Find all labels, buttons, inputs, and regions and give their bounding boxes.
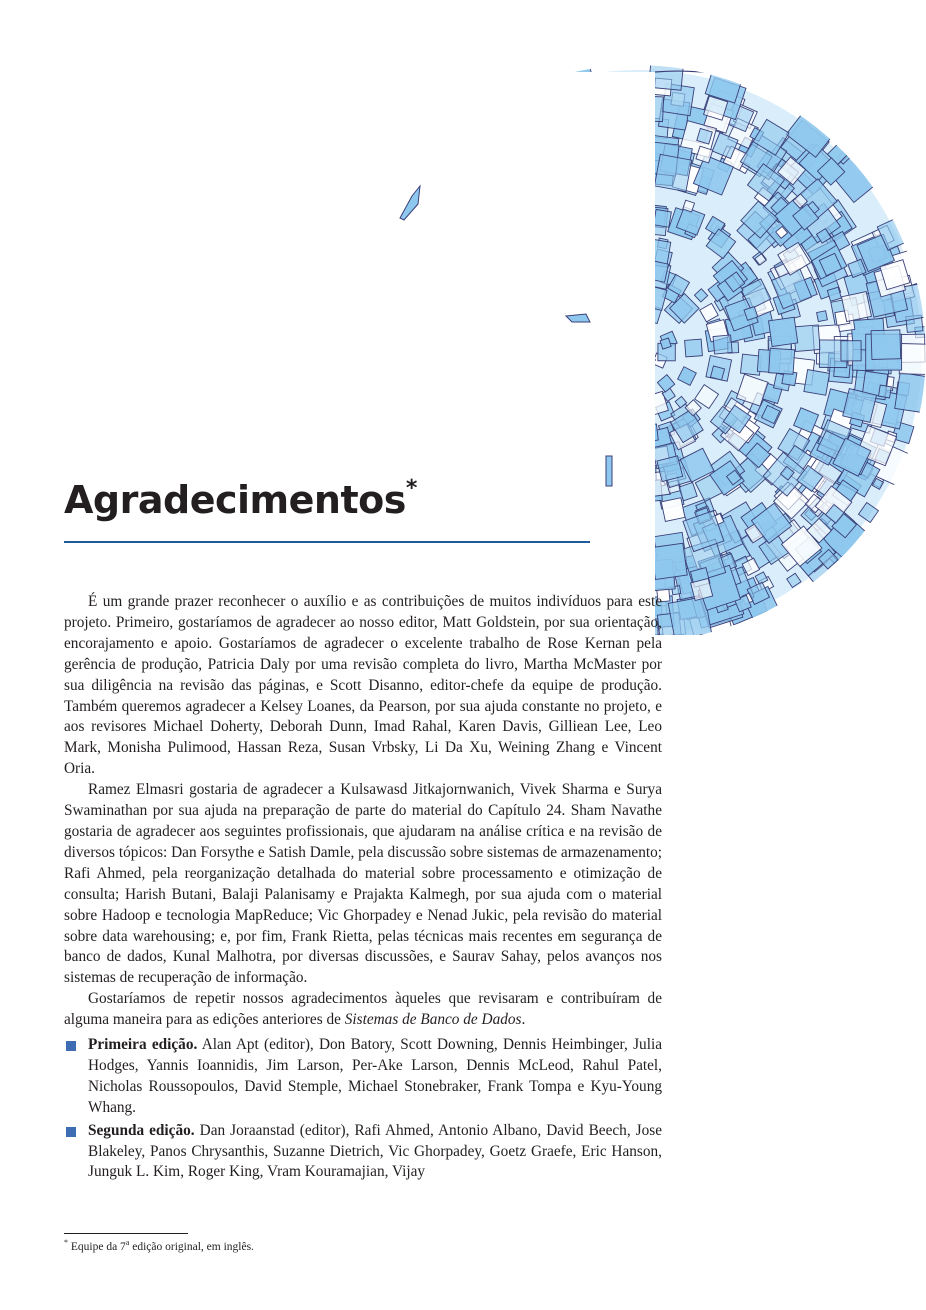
globe-tile [642,478,654,490]
globe-tile [878,385,891,398]
edition-label: Primeira edição. [88,1036,198,1054]
globe-tile [573,118,613,158]
globe-tile [636,275,653,292]
title-footnote-marker: * [405,476,417,502]
globe-tile [646,260,668,282]
globe-tile [590,523,614,547]
globe-tile [614,207,634,227]
edition-label: Segunda edição. [88,1121,195,1139]
globe-tile [612,223,637,248]
globe-tile [794,325,821,352]
globe-tile [604,225,622,243]
footnote-ordinal: a [125,1238,130,1247]
globe-tile [619,221,640,242]
globe-tile [614,467,641,494]
book-title: Sistemas de Banco de Dados [344,1011,522,1029]
globe-tile [629,463,654,488]
globe-fragment [606,456,612,486]
bullet-icon [66,1127,76,1137]
globe-tile [638,547,649,558]
globe-tile [654,154,691,191]
globe-tile [871,330,901,360]
globe-tile [557,62,597,102]
globe-tile [601,128,617,144]
list-item [64,1035,662,1119]
globe-tile [632,414,644,426]
paragraph-end: . [521,1011,526,1029]
globe-tile [661,498,685,522]
globe-tile [617,429,641,453]
paragraph [64,989,662,1031]
globe-tile [603,125,620,142]
globe-tile [713,335,732,354]
footnote-marker: * [64,1238,68,1247]
footnote-text-end: edição original, em inglês. [132,1240,254,1253]
globe-tile [636,357,646,367]
globe-tile [631,386,651,406]
globe-tile [627,323,642,338]
globe-tile [639,351,656,368]
globe-tile [603,146,622,165]
globe-tile [649,55,685,91]
globe-tile [602,533,619,550]
globe-tile [640,174,651,185]
globe-tile [640,447,655,462]
globe-tile [623,431,632,440]
globe-tile [586,94,615,123]
globe-tile [616,515,629,528]
globe-tile [623,98,650,125]
globe-tile [577,137,603,163]
globe-tile [562,80,583,101]
globe-tile [621,196,641,216]
bullet-icon [66,1041,76,1051]
globe-tile [618,274,635,291]
footnote-text: Equipe da 7 [70,1240,126,1253]
body-text [64,592,662,1185]
globe-tile [635,467,657,489]
globe-tile [843,389,877,423]
globe-tile [606,210,626,230]
edition-text: Dan Joraanstad (editor), Rafi Ahmed, Antonio Albano, David Beech, Jose Blakeley, Panos Chrysanthis, Suzanne Dietrich, Vic Ghorpadey, Goetz Graefe, Eric Hanson, Junguk L. Kim, Roger King, Vram Kouramajian, Vijay [88,1121,663,1181]
page-title [64,478,417,522]
globe-tile [615,150,636,171]
globe-tile [710,366,724,380]
globe-tile [577,129,594,146]
globe-tile [654,209,672,227]
globe-tile [611,121,641,151]
globe-tile [593,524,630,561]
globe-tile [630,332,648,350]
globe-tile [638,96,664,122]
globe-tile [616,108,637,129]
globe-tile [614,451,634,471]
globe-tile [769,348,795,374]
globe-tile [622,552,647,577]
globe-tile [640,424,658,442]
globe-tile [644,252,653,261]
globe-tile [638,474,652,488]
globe-tile [596,547,625,576]
footnote [64,1238,254,1253]
footnote-rule [64,1233,188,1234]
globe-tile [632,346,653,367]
globe-tile [691,578,713,600]
globe-tile [641,291,651,301]
globe-tile [580,120,609,149]
globe-tile [600,148,625,173]
title-underline [64,541,590,543]
globe-tile [623,243,634,254]
globe-tile [603,506,617,520]
globe-tile [600,77,639,116]
globe-tile [624,204,649,229]
globe-tile [631,199,647,215]
globe-tile [895,373,926,414]
globe-tile [595,90,608,103]
globe-fragment [566,314,590,322]
globe-tile [633,186,649,202]
edition-text: Alan Apt (editor), Don Batory, Scott Downing, Dennis Heimbinger, Julia Hodges, Yannis Ioannidis, Jim Larson, Per-Ake Larson, Dennis McLeod, Rahul Patel, Nicholas Roussopoulos, David Stemple, Michael Stonebraker, Frank Tompa e Kyu-Young Whang. [88,1036,662,1116]
globe-tile [817,311,828,322]
globe-tile [804,370,830,396]
globe-tile [606,151,633,178]
globe-tile [651,543,687,579]
paragraph: Ramez Elmasri gostaria de agradecer a Kulsawasd Jitkajornwanich, Vivek Sharma e Surya Swaminathan por sua ajuda na preparação de parte do material do Capítulo 24. Sham Navathe gostaria de agradecer aos seguintes profissionais, que ajudaram na análise crítica e na revisão de diversos tópicos: Dan Forsythe e Satish Damle, pela discussão sobre sistemas de armazenamento; Rafi Ahmed, pela reorganização detalhada do material sobre processamento e otimização de consulta; Harish Butani, Balaji Palanisamy e Prajakta Kalmegh, por sua ajuda com o material sobre Hadoop e tecnologia MapReduce; Vic Ghorpadey e Nenad Jukic, pela revisão do material sobre data warehousing; e, por fim, Frank Rietta, pelas técnicas mais recentes em segurança de banco de dados, Kunal Malhotra, por diversas discussões, e Saurav Sahay, pelos avanços nos sistemas de recuperação de informação. [64,781,662,987]
globe-tile [841,341,861,361]
globe-tile [623,267,634,278]
paragraph-text: Gostaríamos de repetir nossos agradecimentos àqueles que revisaram e contribuíram de alguma maneira para as edições anteriores de [64,990,662,1029]
globe-tile [618,98,637,117]
globe-fragment [400,186,420,220]
globe-tile [769,317,798,346]
globe-tile [608,156,633,181]
globe-tile [570,124,601,155]
globe-tile [657,456,683,482]
globe-tile [595,126,631,162]
globe-tile [637,285,651,299]
globe-tile [614,94,641,121]
globe-tile [899,344,926,375]
globe-tile [587,129,618,160]
globe-tile [587,123,621,157]
edition-list [64,1035,662,1183]
title-text: Agradecimentos [64,478,406,522]
globe-tile [641,285,666,310]
globe-tile [593,194,614,215]
globe-tile [841,292,871,322]
globe-tile [594,534,612,552]
list-item [64,1121,662,1184]
globe-tile [606,118,617,129]
globe-tile [631,364,651,384]
paragraph: É um grande prazer reconhecer o auxílio e as contribuições de muitos indivíduos para este projeto. Primeiro, gostaríamos de agradecer ao nosso editor, Matt Goldstein, por sua orientação, encorajamento e apoio. Gostaríamos de agradecer o excelente trabalho de Rose Kernan pela gerência de produção, Patricia Daly por uma revisão completa do livro, Martha McMaster por sua diligência na revisão das páginas, e Scott Disanno, editor-chefe da equipe de produção. Também queremos agradecer a Kelsey Loanes, da Pearson, por sua ajuda constante no projeto, e aos revisores Michael Doherty, Deborah Dunn, Imad Rahal, Karen Davis, Gilliean Lee, Leo Mark, Monisha Pulimood, Hassan Reza, Susan Vrbsky, Li Da Xu, Weining Zhang e Vincent Oria. [64,593,662,778]
globe-tile [685,339,703,357]
